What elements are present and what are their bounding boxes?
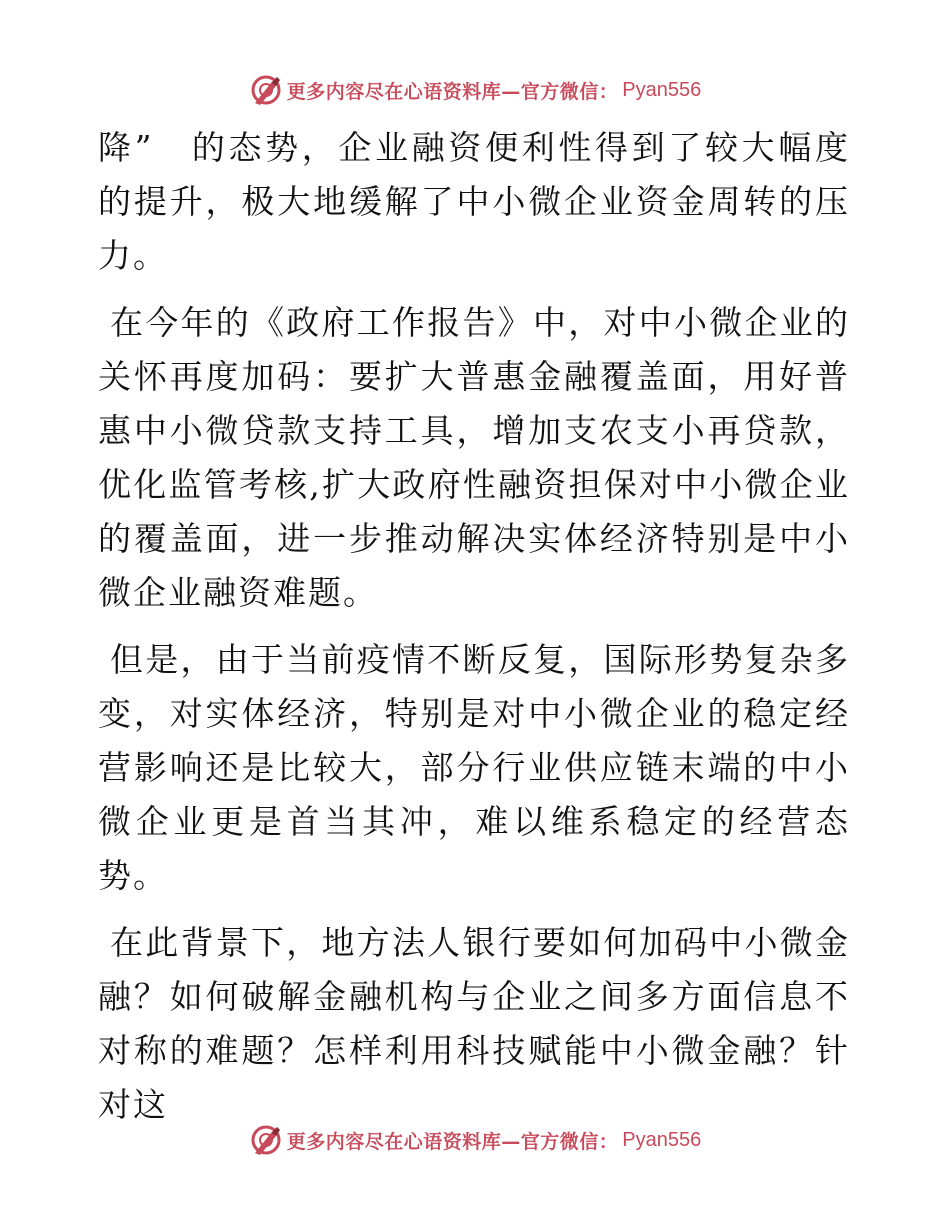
document-body [98,121,850,1145]
paragraph-4: 在此背景下，地方法人银行要如何加码中小微金融？如何破解金融机构与企业之间多方面信息不对称的难题？怎样利用科技赋能中小微金融？针对这 [98,923,850,1124]
paragraph-3: 但是，由于当前疫情不断反复，国际形势复杂多变，对实体经济，特别是对中小微企业的稳定经营影响还是比较大，部分行业供应链末端的中小微企业更是首当其冲，难以维系稳定的经营态势。 [98,640,850,895]
header-wechat-id: Pyan556 [622,78,702,101]
footer-watermark [0,1120,950,1160]
footer-watermark-text: 更多内容尽在心语资料库—官方微信： [286,1130,619,1153]
footer-wechat-id: Pyan556 [622,1128,702,1151]
pen-logo-icon [249,1123,283,1157]
paragraph-1: 降” 的态势，企业融资便利性得到了较大幅度的提升，极大地缓解了中小微企业资金周转的压力。 [98,128,850,275]
header-watermark-text: 更多内容尽在心语资料库—官方微信： [286,80,619,103]
paragraph-2: 在今年的《政府工作报告》中，对中小微企业的关怀再度加码：要扩大普惠金融覆盖面，用好普惠中小微贷款支持工具，增加支农支小再贷款，优化监管考核,扩大政府性融资担保对中小微企业的覆盖面，进一步推动解决实体经济特别是中小微企业融资难题。 [98,303,850,612]
pen-logo-icon [249,73,283,107]
header-watermark [0,70,950,110]
